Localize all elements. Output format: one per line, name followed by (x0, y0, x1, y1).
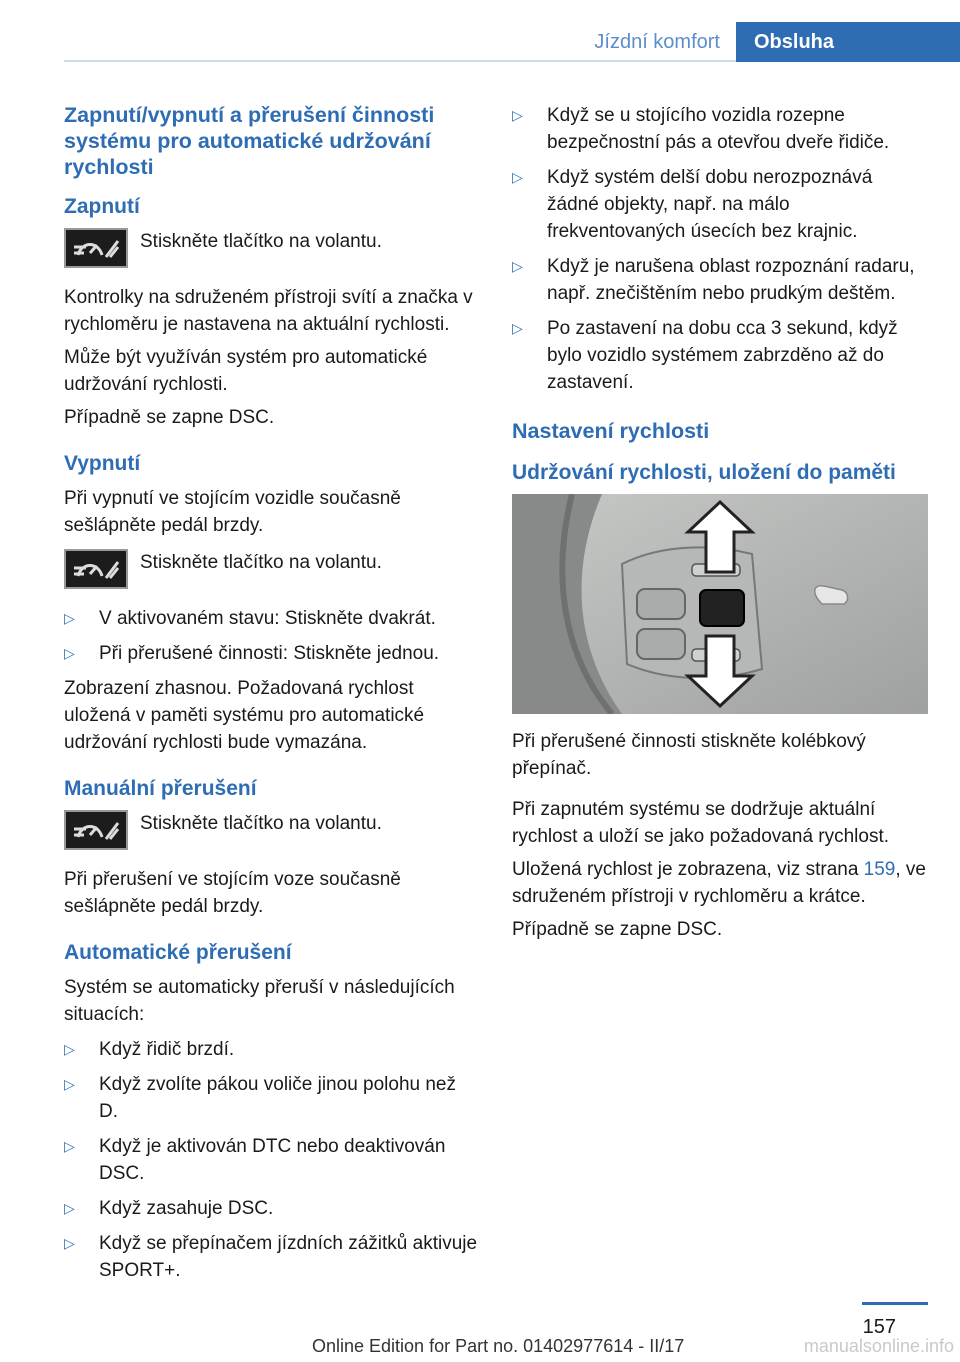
paragraph: Při vypnutí ve stojícím vozidle současně sešlápněte pedál brzdy. (64, 488, 401, 536)
cruise-control-button-icon (64, 549, 128, 589)
list-item: ▷ Při přerušené činnosti: Stiskněte jednou. (64, 640, 478, 667)
right-column (512, 102, 928, 949)
bullet-list (512, 102, 928, 396)
triangle-bullet-icon: ▷ (64, 1200, 75, 1216)
press-text: Stiskněte tlačítko na volantu. (140, 552, 382, 573)
paragraph: Systém se automaticky přeruší v následujících situacích: (64, 977, 455, 1025)
list-item: ▷ Když se přepínačem jízdních zážitků aktivuje SPORT+. (64, 1230, 478, 1284)
bullet-list (64, 605, 478, 667)
header-rule (64, 60, 736, 62)
triangle-bullet-icon: ▷ (512, 107, 523, 123)
list-item: ▷ Když zasahuje DSC. (64, 1195, 478, 1222)
heading-zapnuti: Zapnutí (64, 195, 140, 218)
triangle-bullet-icon: ▷ (64, 1235, 75, 1251)
triangle-bullet-icon: ▷ (512, 258, 523, 274)
triangle-bullet-icon: ▷ (64, 610, 75, 626)
active-tab-obsluha[interactable]: Obsluha (736, 22, 960, 62)
page-number: 157 (862, 1316, 896, 1338)
button-instruction (64, 810, 478, 850)
list-item: ▷ Když se u stojícího vozidla rozepne bezpečnostní pás a otevřou dveře řidiče. (512, 102, 928, 156)
cruise-control-button-icon (64, 228, 128, 268)
triangle-bullet-icon: ▷ (64, 1138, 75, 1154)
edition-text: Online Edition for Part no. 01402977614 - II/17 (312, 1336, 685, 1356)
list-item: ▷ Když je narušena oblast rozpoznání radaru, např. znečištěním nebo prudkým deštěm. (512, 253, 928, 307)
list-item: ▷ Když je aktivován DTC nebo deaktivován DSC. (64, 1133, 478, 1187)
section-title: Zapnutí/vypnutí a přerušení činnosti systému pro automatické udržování rychlosti (64, 103, 435, 179)
paragraph: Případně se zapne DSC. (64, 407, 275, 428)
steering-wheel-rocker-switch-image (512, 494, 928, 714)
footer-rule (862, 1302, 928, 1305)
triangle-bullet-icon: ▷ (512, 169, 523, 185)
bullet-list (64, 1036, 478, 1284)
press-text: Stiskněte tlačítko na volantu. (140, 231, 382, 252)
button-instruction (64, 549, 478, 589)
paragraph: Může být využíván systém pro automatické udržování rychlosti. (64, 347, 428, 395)
heading-manualni: Manuální přerušení (64, 777, 257, 800)
page-reference-link[interactable]: 159 (863, 859, 896, 880)
cruise-control-button-icon (64, 810, 128, 850)
watermark: manualsonline.info (803, 1336, 954, 1356)
list-item: ▷ Když zvolíte pákou voliče jinou polohu než D. (64, 1071, 478, 1125)
paragraph: Kontrolky na sdruženém přístroji svítí a značka v rychloměru je nastavena na aktuální rychlosti. (64, 287, 473, 335)
left-column (64, 102, 478, 1292)
paragraph: Při přerušení ve stojícím voze současně sešlápněte pedál brzdy. (64, 869, 401, 917)
heading-udrzovani-rychlosti: Udržování rychlosti, uložení do paměti (512, 461, 896, 484)
button-instruction (64, 228, 478, 268)
paragraph: Při přerušené činnosti stiskněte kolébkový přepínač. (512, 731, 866, 779)
triangle-bullet-icon: ▷ (512, 320, 523, 336)
list-item: ▷ Když řidič brzdí. (64, 1036, 478, 1063)
paragraph: Zobrazení zhasnou. Požadovaná rychlost uložená v paměti systému pro automatické udržování rychlosti bude vymazána. (64, 678, 425, 753)
list-item: ▷ Po zastavení na dobu cca 3 sekund, když bylo vozidlo systémem zabrzděno až do zastavení. (512, 315, 928, 396)
paragraph: Při zapnutém systému se dodržuje aktuální rychlost a uloží se jako požadovaná rychlost. (512, 799, 890, 847)
triangle-bullet-icon: ▷ (64, 1041, 75, 1057)
page-header (0, 0, 960, 62)
triangle-bullet-icon: ▷ (64, 1076, 75, 1092)
triangle-bullet-icon: ▷ (64, 645, 75, 661)
paragraph: Případně se zapne DSC. (512, 919, 723, 940)
section-tab[interactable]: Jízdní komfort (594, 31, 720, 53)
list-item: ▷ Když systém delší dobu nerozpoznává žádné objekty, např. na málo frekventovaných úsecích bez krajnic. (512, 164, 928, 245)
paragraph: Uložená rychlost je zobrazena, viz strana 159, ve sdruženém přístroji v rychloměru a krátce. (512, 859, 926, 907)
heading-vypnuti: Vypnutí (64, 452, 141, 475)
heading-nastaveni-rychlosti: Nastavení rychlosti (512, 419, 710, 443)
press-text: Stiskněte tlačítko na volantu. (140, 813, 382, 834)
heading-automaticke: Automatické přerušení (64, 941, 292, 964)
list-item: ▷ V aktivovaném stavu: Stiskněte dvakrát. (64, 605, 478, 632)
